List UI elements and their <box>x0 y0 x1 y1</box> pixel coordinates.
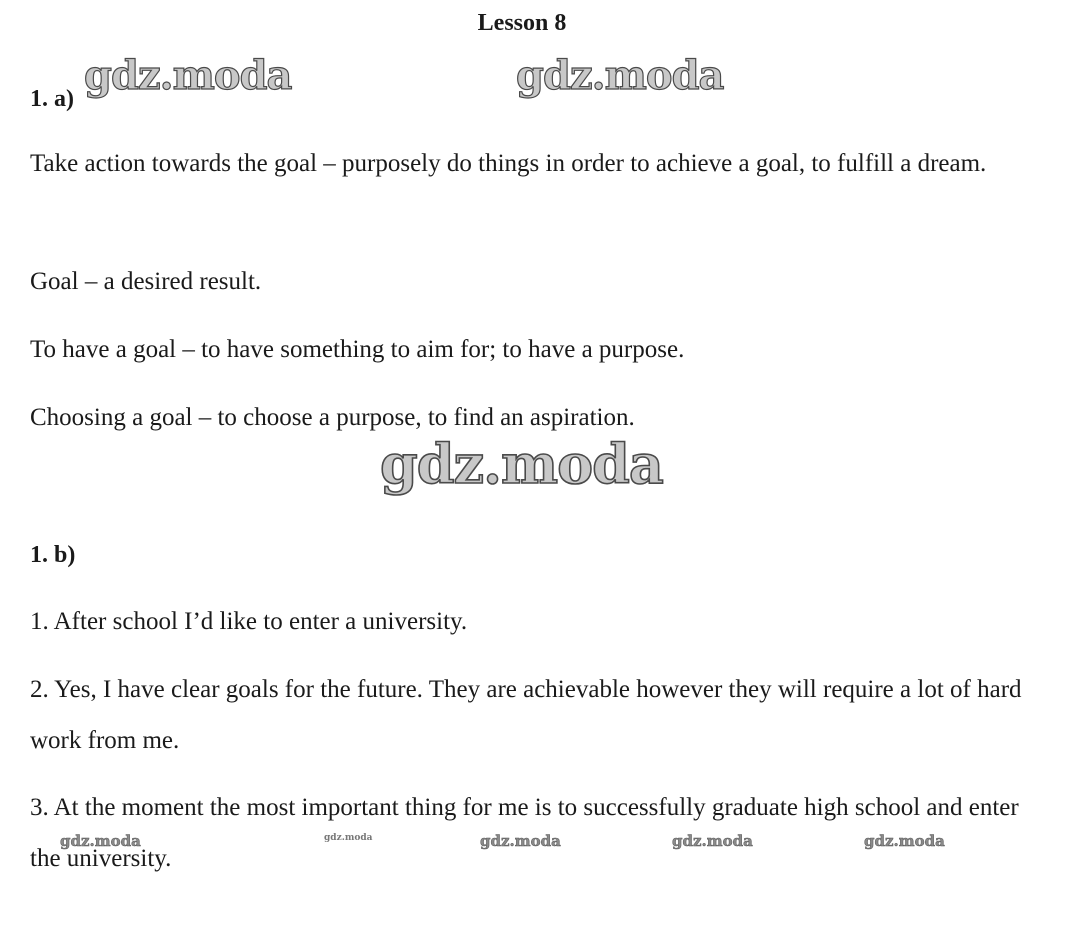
definition-choosing-goal: Choosing a goal – to choose a purpose, to find an aspiration. <box>30 404 635 431</box>
watermark: gdz.moda <box>324 833 373 843</box>
page-title: Lesson 8 <box>477 10 567 36</box>
watermark: gdz.moda <box>60 832 141 850</box>
answer-2: 2. Yes, I have clear goals for the future. They are achievable however they will require a lot of hard work from me. <box>30 676 1022 754</box>
definition-take-action: Take action towards the goal – purposely do things in order to achieve a goal, to fulfill a dream. <box>30 150 987 177</box>
section-a-heading: 1. a) <box>30 86 74 112</box>
watermark: gdz.moda <box>516 52 724 99</box>
watermark: gdz.moda <box>380 432 663 496</box>
definition-goal: Goal – a desired result. <box>30 268 262 295</box>
section-b-heading: 1. b) <box>30 542 76 568</box>
definition-have-goal: To have a goal – to have something to aim for; to have a purpose. <box>30 336 685 363</box>
watermark: gdz.moda <box>84 52 292 99</box>
watermark: gdz.moda <box>864 832 945 850</box>
answer-1: 1. After school I’d like to enter a university. <box>30 608 468 635</box>
answer-3: 3. At the moment the most important thing for me is to successfully graduate high school and enter the university. <box>30 794 1019 872</box>
watermark: gdz.moda <box>672 832 753 850</box>
watermark: gdz.moda <box>480 832 561 850</box>
